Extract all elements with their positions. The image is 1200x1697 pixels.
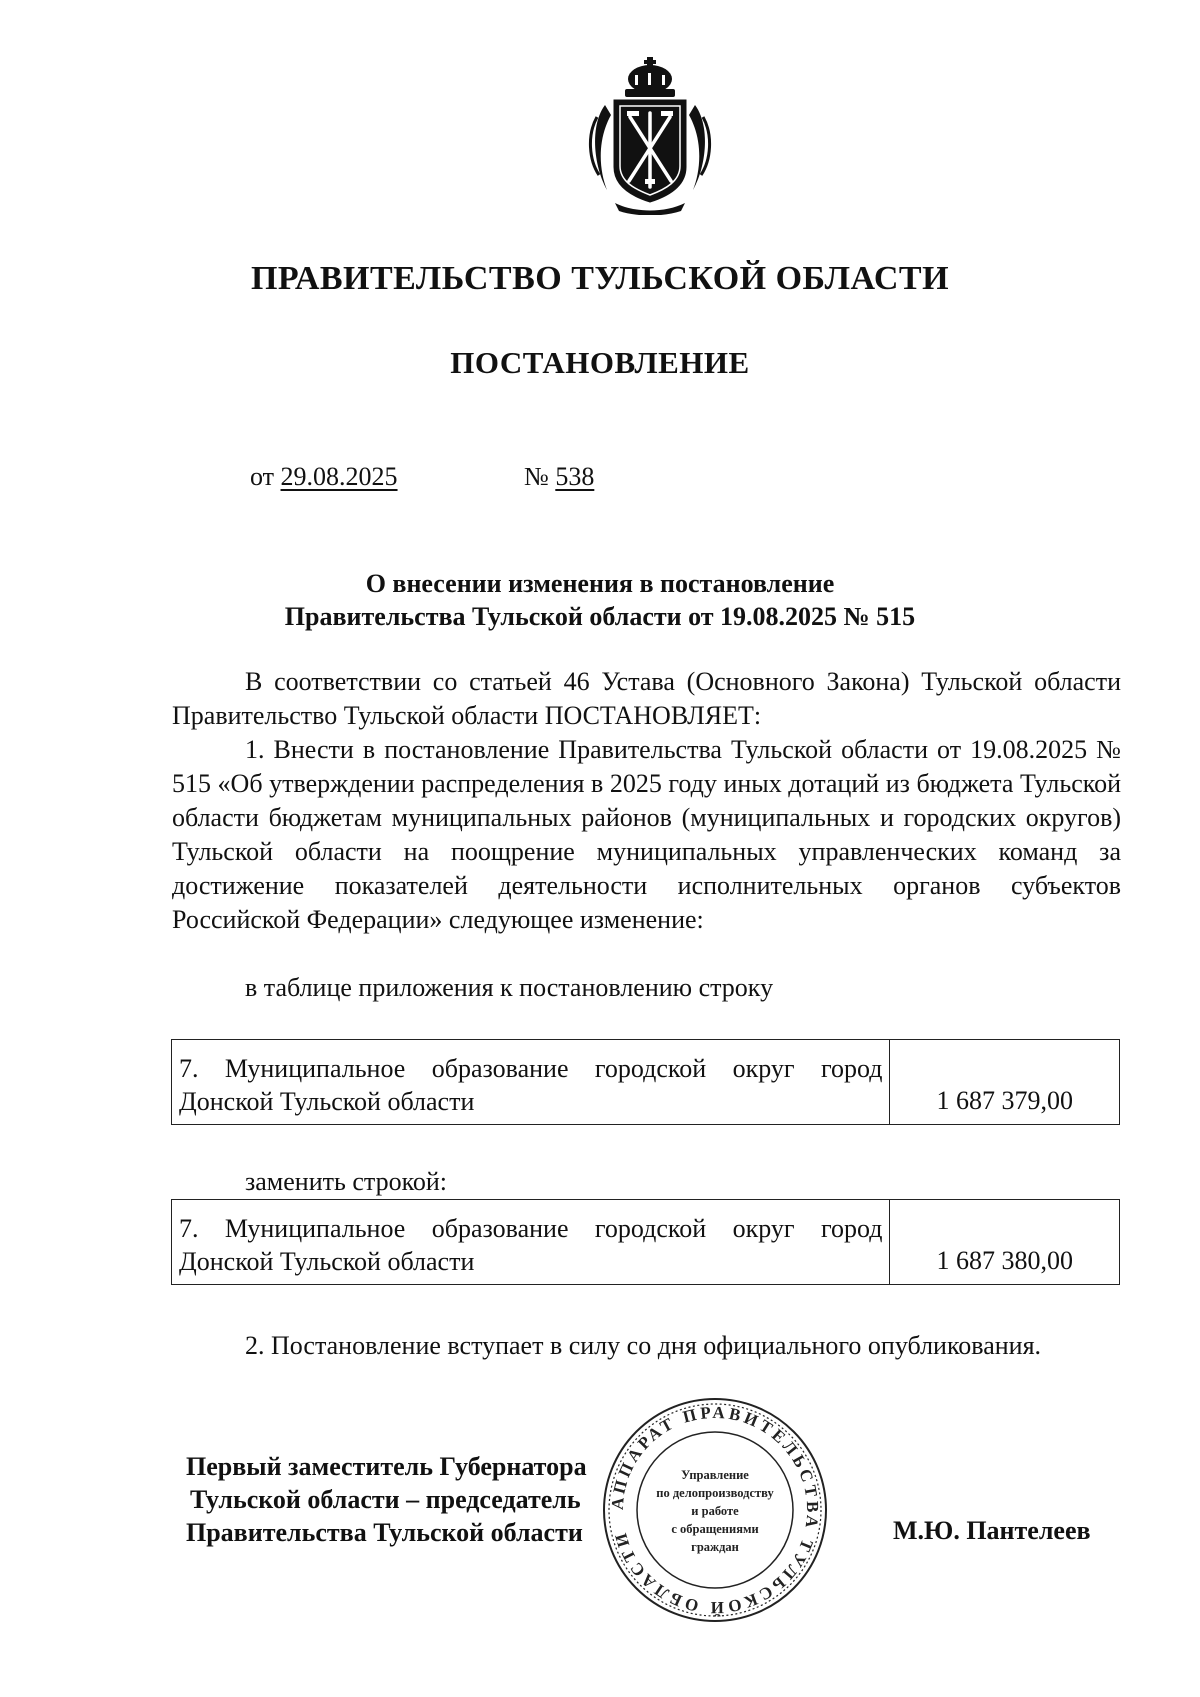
replace-label: заменить строкой: [245,1167,448,1196]
new-row-name-line-1: 7. Муниципальное образование городской округ город [179,1214,883,1243]
new-row-name-line-2: Донской Тульской области [179,1247,475,1276]
old-row-name [172,1040,890,1125]
stamp-center-line-2: по делопроизводству [656,1486,774,1500]
signer-name: М.Ю. Пантелеев [893,1516,1091,1545]
item-2-paragraph: 2. Постановление вступает в силу со дня официального опубликования. [245,1331,1042,1360]
stamp-ring-text: АППАРАТ ПРАВИТЕЛЬСТВА ТУЛЬСКОЙ ОБЛАСТИ [607,1402,823,1618]
number-line [524,462,594,492]
date-label: от [250,462,275,491]
new-row-amount: 1 687 380,00 [890,1200,1120,1285]
old-row-name-line-1: 7. Муниципальное образование городской округ город [179,1054,883,1083]
intro-paragraph: В соответствии со статьей 46 Устава (Основного Закона) Тульской области Правительство Тульской области ПОСТАНОВЛЯЕТ: [172,667,1121,730]
stamp-center-line-3: и работе [691,1504,739,1518]
number-label: № [524,462,549,491]
new-row-table [171,1199,1120,1285]
document-type: ПОСТАНОВЛЕНИЕ [450,345,750,380]
signer-position-line-2: Тульской области – председатель [190,1485,581,1514]
date-line [250,462,398,492]
item-1-paragraph: 1. Внести в постановление Правительства Тульской области от 19.08.2025 № 515 «Об утверждении распределения в 2025 году иных дотаций из бюджета Тульской области бюджетам муниципальных районов (муниципальных и городских округов) Тульской области на поощрение муниципальных управленческих команд за достижение показателей деятельности исполнительных органов субъектов Российской Федерации» следующее изменение: [172,735,1121,934]
document-subject [0,567,1200,633]
table-intro: в таблице приложения к постановлению строку [245,973,774,1002]
stamp-center-line-4: с обращениями [671,1522,759,1536]
new-row-name [172,1200,890,1285]
signer-position-line-1: Первый заместитель Губернатора [186,1452,587,1481]
stamp-center-line-1: Управление [681,1468,749,1482]
table-row [172,1200,1120,1285]
old-row-amount: 1 687 379,00 [890,1040,1120,1125]
signer-position-line-3: Правительства Тульской области [186,1518,583,1547]
subject-line-2: Правительства Тульской области от 19.08.2025 № 515 [284,602,916,631]
old-row-name-line-2: Донской Тульской области [179,1087,475,1116]
stamp-center-line-5: граждан [691,1540,739,1554]
document-date: 29.08.2025 [280,462,398,491]
subject-line-1: О внесении изменения в постановление [365,569,835,598]
official-stamp [600,1395,830,1625]
old-row-table [171,1039,1120,1125]
document-number: 538 [555,462,595,491]
tula-coat-of-arms-icon [585,55,715,215]
signer-position [186,1450,587,1549]
government-title: ПРАВИТЕЛЬСТВО ТУЛЬСКОЙ ОБЛАСТИ [250,260,950,297]
table-row [172,1040,1120,1125]
